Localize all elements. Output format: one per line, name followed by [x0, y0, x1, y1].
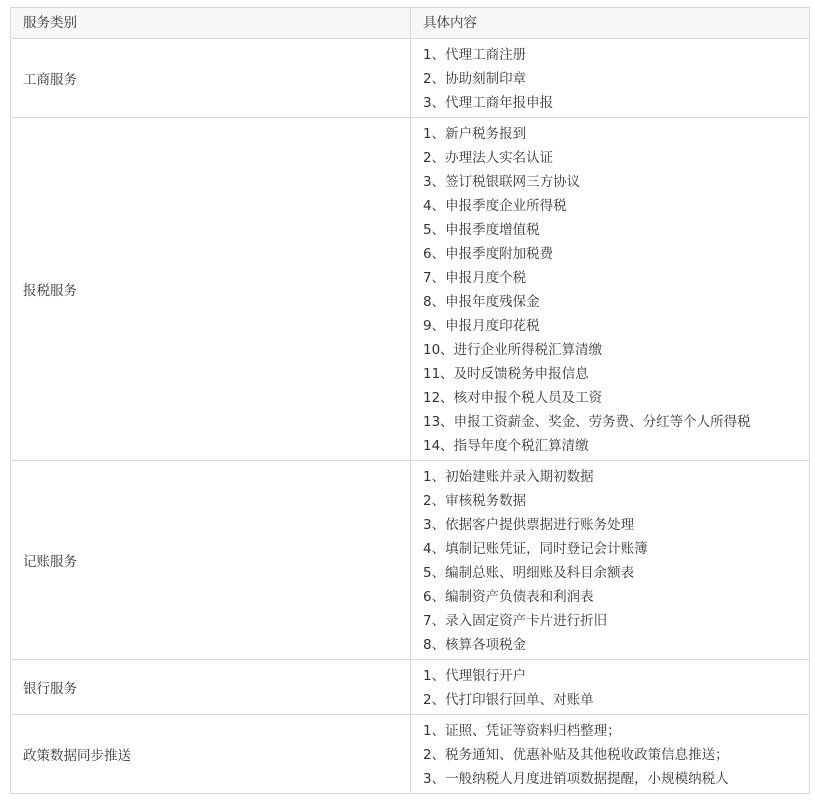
- service-item: 14、指导年度个税汇算清缴: [423, 438, 589, 454]
- service-content-cell: [411, 660, 810, 715]
- service-item: 2、办理法人实名认证: [423, 150, 554, 166]
- service-item: 4、申报季度企业所得税: [423, 198, 567, 214]
- service-table: [10, 7, 810, 794]
- service-item: 9、申报月度印花税: [423, 318, 540, 334]
- service-item: 8、申报年度残保金: [423, 294, 540, 310]
- service-item: 4、填制记账凭证，同时登记会计账簿: [423, 541, 648, 557]
- service-item: 5、编制总账、明细账及科目余额表: [423, 565, 635, 581]
- table-body: [11, 39, 810, 794]
- service-table-container: [10, 7, 809, 794]
- table-row: [11, 39, 810, 118]
- service-content-cell: [411, 118, 810, 461]
- service-item: 7、录入固定资产卡片进行折旧: [423, 613, 608, 629]
- service-item: 6、申报季度附加税费: [423, 246, 554, 262]
- service-category-cell: 报税服务: [11, 118, 411, 461]
- service-content-cell: [411, 39, 810, 118]
- service-item: 12、核对申报个税人员及工资: [423, 390, 603, 406]
- service-item: 1、代理银行开户: [423, 668, 527, 684]
- service-item: 3、依据客户提供票据进行账务处理: [423, 517, 635, 533]
- service-category-cell: 工商服务: [11, 39, 411, 118]
- service-item: 13、申报工资薪金、奖金、劳务费、分红等个人所得税: [423, 414, 751, 430]
- service-item: 2、审核税务数据: [423, 493, 527, 509]
- table-row: [11, 715, 810, 794]
- service-item: 2、协助刻制印章: [423, 71, 527, 87]
- service-item: 10、进行企业所得税汇算清缴: [423, 342, 603, 358]
- service-item: 3、代理工商年报申报: [423, 95, 554, 111]
- service-item: 1、新户税务报到: [423, 126, 527, 142]
- service-category-cell: 银行服务: [11, 660, 411, 715]
- header-service-category: 服务类别: [11, 8, 411, 39]
- service-item: 3、一般纳税人月度进销项数据提醒，小规模纳税人: [423, 771, 729, 787]
- table-row: [11, 118, 810, 461]
- service-category-cell: 政策数据同步推送: [11, 715, 411, 794]
- service-item: 2、税务通知、优惠补贴及其他税收政策信息推送；: [423, 747, 729, 763]
- service-item: 3、签订税银联网三方协议: [423, 174, 581, 190]
- service-content-cell: [411, 461, 810, 660]
- service-item: 1、代理工商注册: [423, 47, 527, 63]
- header-service-content: 具体内容: [411, 8, 810, 39]
- service-item: 5、申报季度增值税: [423, 222, 540, 238]
- service-item: 1、证照、凭证等资料归档整理；: [423, 723, 621, 739]
- service-category-cell: 记账服务: [11, 461, 411, 660]
- service-item: 1、初始建账并录入期初数据: [423, 469, 594, 485]
- service-item: 2、代打印银行回单、对账单: [423, 692, 594, 708]
- table-row: [11, 660, 810, 715]
- service-item: 8、核算各项税金: [423, 637, 527, 653]
- table-header-row: [11, 8, 810, 39]
- service-content-cell: [411, 715, 810, 794]
- service-item: 6、编制资产负债表和利润表: [423, 589, 594, 605]
- service-item: 11、及时反馈税务申报信息: [423, 366, 589, 382]
- service-item: 7、申报月度个税: [423, 270, 527, 286]
- table-row: [11, 461, 810, 660]
